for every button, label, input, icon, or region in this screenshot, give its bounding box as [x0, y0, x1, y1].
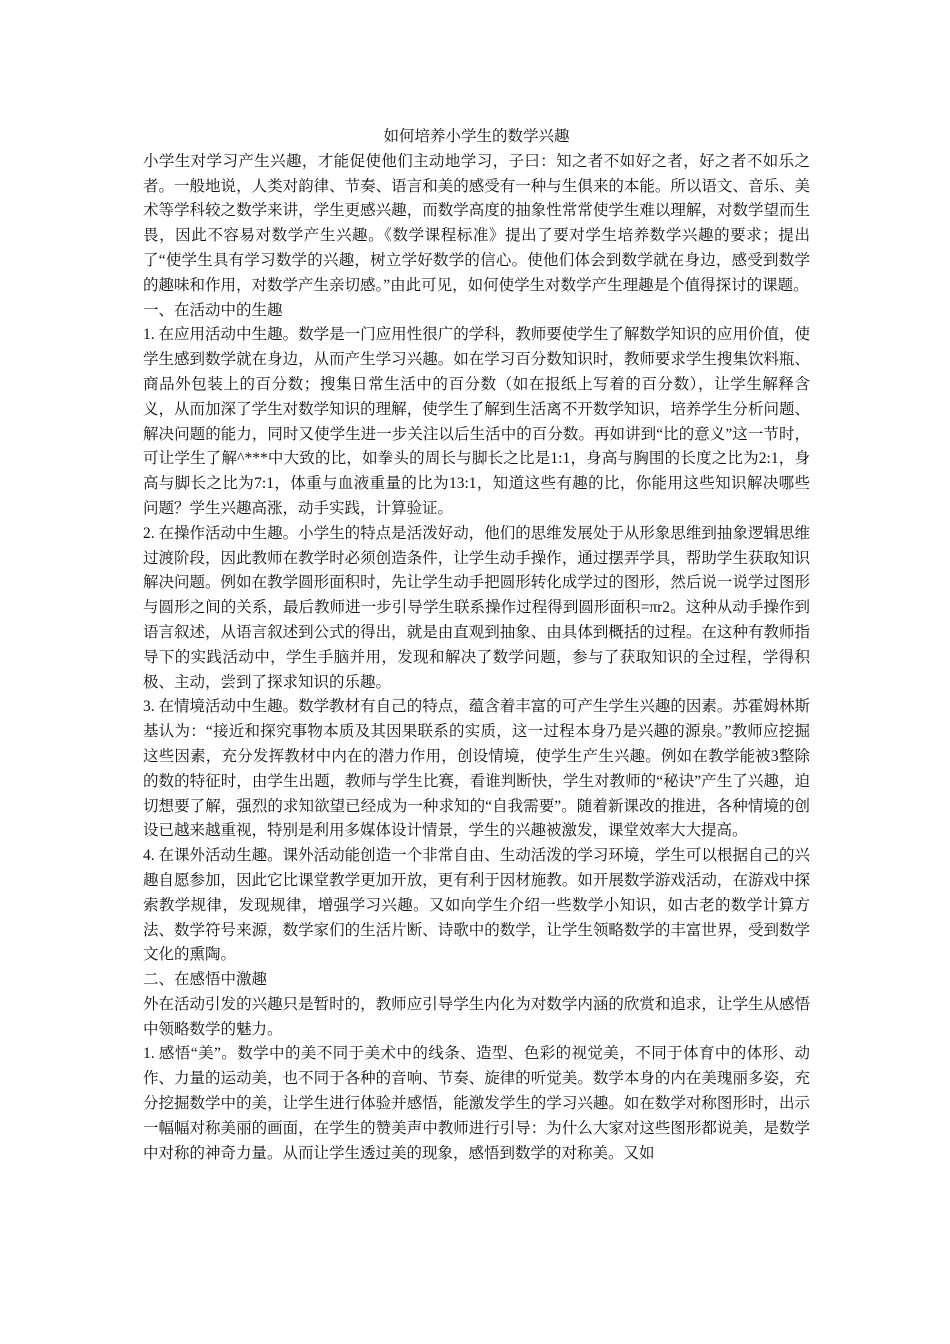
section-item-paragraph: 1. 在应用活动中生趣。数学是一门应用性很广的学科，教师要使学生了解数学知识的应用价值，使学生感到数学就在身边，从而产生学习兴趣。如在学习百分数知识时，教师要求学生搜集饮料瓶、商品外包装上的百分数；搜集日常生活中的百分数（如在报纸上写着的百分数），让学生解释含义，从而加深了学生对数学知识的理解，使学生了解到生活离不开数学知识，培养学生分析问题、解决问题的能力，同时又使学生进一步关注以后生活中的百分数。再如讲到“比的意义”这一节时，可让学生了解^***中大致的比，如拳头的周长与脚长之比是1:1，身高与胸围的长度之比为2:1，身高与脚长之比为7:1，体重与血液重量的比为13:1，知道这些有趣的比，你能用这些知识解决哪些问题？学生兴趣高涨，动手实践，计算验证。 [143, 326, 810, 517]
section-heading: 一、在活动中的生趣 [143, 301, 283, 319]
section-item-paragraph: 3. 在情境活动中生趣。数学教材有自己的特点，蕴含着丰富的可产生学生兴趣的因素。苏霍姆林斯基认为：“接近和探究事物本质及其因果联系的实质，这一过程本身乃是兴趣的源泉。”教师应挖掘这些因素，充分发挥教材中内在的潜力作用，创设情境，使学生产生兴趣。例如在教学能被3整除的数的特征时，由学生出题，教师与学生比赛，看谁判断快，学生对教师的“秘诀”产生了兴趣，迫切想要了解，强烈的求知欲望已经成为一种求知的“自我需要”。随着新课改的推进，各种情境的创设已越来越重视，特别是利用多媒体设计情景，学生的兴趣被激发，课堂效率大大提高。 [143, 698, 810, 840]
section-item-paragraph: 1. 感悟“美”。数学中的美不同于美术中的线条、造型、色彩的视觉美，不同于体育中的体形、动作、力量的运动美，也不同于各种的音响、节奏、旋律的听觉美。数学本身的内在美瑰丽多姿，充分挖掘数学中的美，让学生进行体验并感悟，能激发学生的学习兴趣。如在数学对称图形时，出示一幅幅对称美丽的画面，在学生的赞美声中教师进行引导：为什么大家对这些图形都说美，是数学中对称的神奇力量。从而让学生透过美的现象，感悟到数学的对称美。又如 [143, 1045, 810, 1162]
document-title: 如何培养小学生的数学兴趣 [383, 128, 570, 145]
section-perception [143, 968, 810, 1166]
intro-paragraph: 小学生对学习产生兴趣，才能促使他们主动地学习，子曰：知之者不如好之者，好之者不如乐之者。一般地说，人类对韵律、节奏、语言和美的感受有一种与生俱来的本能。所以语文、音乐、美术等学科较之数学来讲，学生更感兴趣，而数学高度的抽象性常常使学生难以理解，对数学望而生畏，因此不容易对数学产生兴趣。《数学课程标准》提出了要对学生培养数学兴趣的要求；提出了“使学生具有学习数学的兴趣，树立学好数学的信心。使他们体会到数学就在身边，感受到数学的趣味和作用，对数学产生亲切感。”由此可见，如何使学生对数学产生理趣是个值得探讨的课题。 [143, 152, 810, 294]
section-activities [143, 299, 810, 969]
section-item-paragraph: 4. 在课外活动生趣。课外活动能创造一个非常自由、生动活泼的学习环境，学生可以根据自己的兴趣自愿参加，因此它比课堂教学更加开放，更有利于因材施教。如开展数学游戏活动，在游戏中探索教学规律，发现规律，增强学习兴趣。又如向学生介绍一些数学小知识，如古老的数学计算方法、数学符号来源，数学家们的生活片断、诗歌中的数学，让学生领略数学的丰富世界，受到数学文化的熏陶。 [143, 847, 810, 964]
section-heading: 二、在感悟中激趣 [143, 971, 268, 989]
section-item-paragraph: 2. 在操作活动中生趣。小学生的特点是活泼好动，他们的思维发展处于从形象思维到抽象逻辑思维过渡阶段，因此教师在教学时必须创造条件，让学生动手操作，通过摆弄学具，帮助学生获取知识解决问题。例如在教学圆形面积时，先让学生动手把圆形转化成学过的图形，然后说一说学过图形与圆形之间的关系，最后教师进一步引导学生联系操作过程得到圆形面积=πr2。这种从动手操作到语言叙述，从语言叙述到公式的得出，就是由直观到抽象、由具体到概括的过程。在这种有教师指导下的实践活动中，学生手脑并用，发现和解决了数学问题，参与了获取知识的全过程，学得积极、主动，尝到了探求知识的乐趣。 [143, 524, 810, 691]
document-page [143, 125, 810, 1166]
section-intro-paragraph: 外在活动引发的兴趣只是暂时的，教师应引导学生内化为对数学内涵的欣赏和追求，让学生从感悟中领略数学的魅力。 [143, 995, 810, 1038]
